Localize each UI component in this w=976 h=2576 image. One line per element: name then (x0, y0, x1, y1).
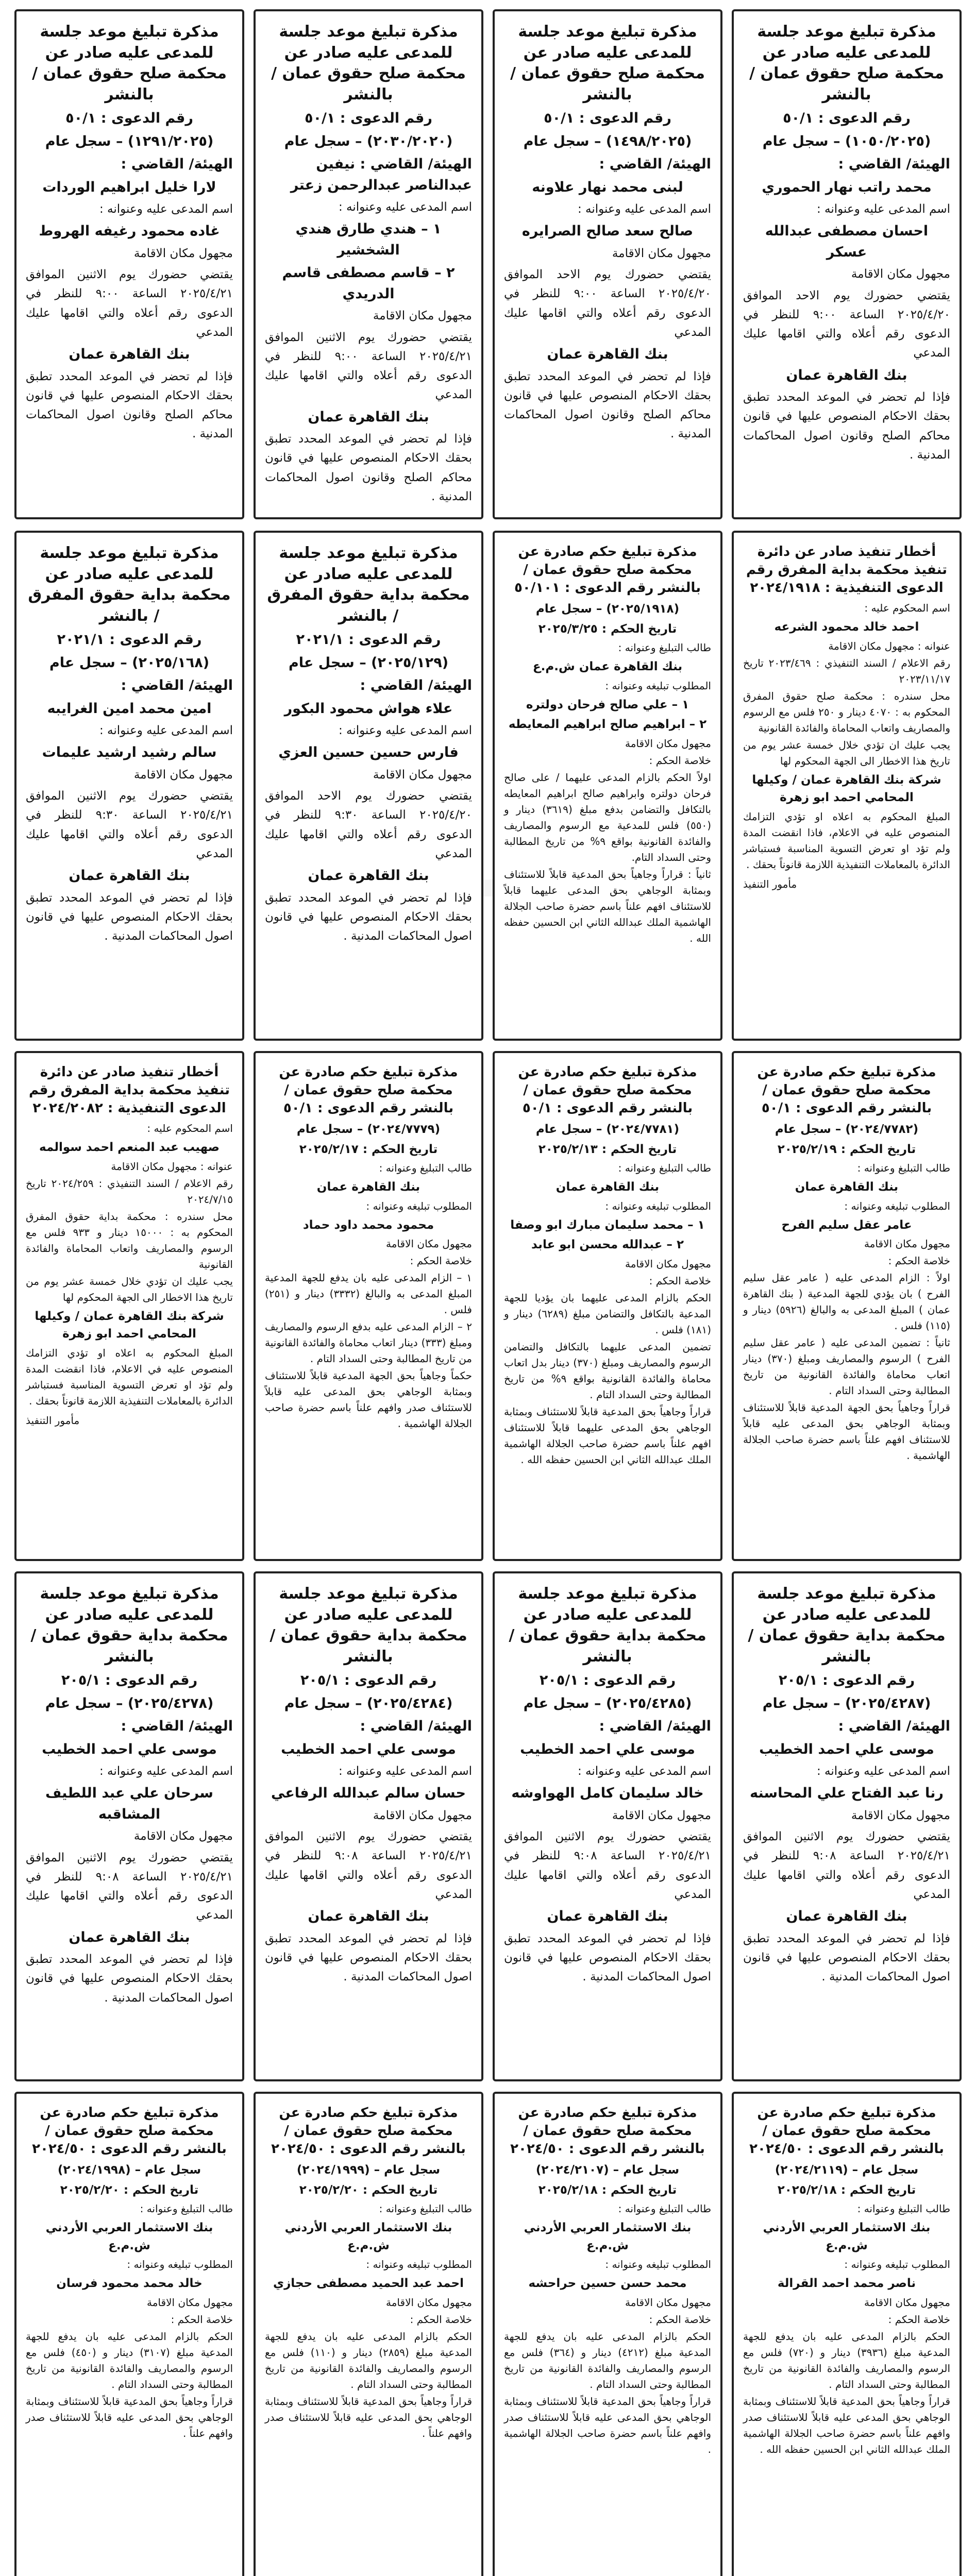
notice-line: مجهول مكان الاقامة (625, 1257, 711, 1270)
notice-line: بنك القاهرة عمان (69, 868, 190, 884)
notice-line: اسم المدعى عليه وعنوانه : (99, 1765, 233, 1778)
notice-line: فإذا لم تحضر في الموعد المحدد تطبق بحقك الاحكام المنصوص عليها في قانون اصول المحاكمات المدنية . (265, 1931, 472, 1984)
notice-line: الحكم بالزام المدعى عليه بان يدفع للجهة المدعية مبلغ (٣٩٣٦) دينار و (٧٢٠) فلس مع الرسوم والمصاريف والفائدة القانونية من تاريخ المطالبة وحتى السداد التام . (743, 2330, 950, 2391)
notice-line: (٢٠٢٥/١٩١٨) – سجل عام (535, 602, 680, 616)
notice-line: لبنى محمد نهار علاونه (532, 179, 683, 195)
notice-line: تاريخ الحكم : ٢٠٢٥/٢/١٩ (777, 1142, 916, 1156)
notice-line: مجهول مكان الاقامة (851, 267, 950, 281)
notice-line: مجهول مكان الاقامة (625, 737, 711, 750)
notice-title: مذكرة تبليغ حكم صادرة عن محكمة صلح حقوق عمان / بالنشر رقم الدعوى : ٢٠٢٤/٥٠ (510, 2105, 705, 2157)
notice-line: الهيئة/ القاضي : (360, 1718, 472, 1734)
court-notice (493, 2092, 722, 2576)
notice-line: طالب التبليغ وعنوانه : (379, 1162, 472, 1175)
notice-title: مذكرة تبليغ حكم صادرة عن محكمة صلح حقوق عمان / بالنشر رقم الدعوى : ٢٠٢٤/٥٠ (749, 2105, 944, 2157)
notice-line: ثانياً : تضمين المدعى عليه ( عامر عقل سليم الفرح ) الرسوم والمصاريف ومبلغ (٣٧٠) دينار اتعاب محاماة والفائدة القانونية من تاريخ المطالبة وحتى السداد التام . (743, 1336, 951, 1397)
notice-line: خلاصة الحكم : (171, 2313, 233, 2326)
notice-line: مجهول مكان الاقامة (373, 1808, 472, 1822)
court-notice (493, 1571, 722, 2081)
court-notice (732, 531, 962, 1041)
court-notice (254, 9, 483, 519)
notice-line: اسم المدعى عليه وعنوانه : (338, 200, 472, 214)
notice-title: مذكرة تبليغ حكم صادرة عن محكمة صلح حقوق عمان / بالنشر رقم الدعوى : ٢٠٢٤/٥٠ (271, 2105, 466, 2157)
notice-line: صالح سعد صالح الصرايره (521, 223, 694, 240)
court-notice (493, 1051, 722, 1561)
notice-line: غاده محمود رغيفه الهروط (39, 223, 220, 240)
notice-line: محل سندره : محكمة بداية حقوق المفرق المحكوم به : ١٥٠٠٠ دينار و ٩٣٣ فلس مع الرسوم والمصاريف واتعاب المحاماة والفائدة القانونية (26, 1210, 233, 1270)
notice-line: موسى علي احمد الخطيب (759, 1741, 934, 1757)
notice-line: بنك القاهرة عمان ش.م.ع (532, 660, 683, 674)
court-notice (14, 531, 244, 1041)
notice-line: فإذا لم تحضر في الموعد المحدد تطبق بحقك الاحكام المنصوص عليها في قانون اصول المحاكمات المدنية . (26, 891, 233, 943)
notice-line: رنا عبد الفتاح علي المحاسنه (750, 1785, 944, 1802)
notice-line: خلاصة الحكم : (888, 2313, 950, 2326)
notice-line: تضمين المدعى عليهما بالتكافل والتضامن الرسوم والمصاريف ومبلغ (٣٧٠) دينار بدل اتعاب محاماة والفائدة القانونية بواقع ٩% من تاريخ المطالبة وحتى السداد التام . (504, 1340, 711, 1401)
notice-line: الهيئة/ القاضي : (599, 1718, 711, 1734)
notice-line: خالد سليمان كامل الهواوشه (511, 1785, 704, 1802)
court-notice (14, 1051, 244, 1561)
notice-line: الحكم بالزام المدعى عليه بان يدفع للجهة المدعية مبلغ (٣١٠٧) دينار و (٤٥٠) فلس مع الرسوم والمصاريف والفائدة القانونية من تاريخ المطالبة وحتى السداد التام . (26, 2330, 233, 2391)
notice-title: مذكرة تبليغ حكم صادرة عن محكمة صلح حقوق عمان / بالنشر رقم الدعوى : ٥٠/١ (279, 1064, 458, 1116)
notice-line: المبلغ المحكوم به اعلاه او تؤدي التزامك المنصوص عليه في الاعلام، فاذا انقضت المدة ولم تؤد او تعرض التسوية المناسبة فستباشر الدائرة بالمعاملات التنفيذية اللازمة قانوناً بحقك . (26, 1346, 233, 1407)
notice-line: عنوانه : مجهول مكان الاقامة (828, 639, 950, 652)
notice-line: خلاصة الحكم : (649, 2313, 711, 2326)
court-notice (254, 531, 483, 1041)
notice-line: بنك القاهرة عمان (786, 1908, 907, 1924)
notice-line: شركة بنك القاهرة عمان / وكيلها المحامي احمد ابو زهرة (752, 773, 941, 805)
notice-line: مجهول مكان الاقامة (851, 1808, 950, 1822)
notice-line: اسم المدعى عليه وعنوانه : (816, 202, 950, 216)
notice-line: (٢٠٢٥/٤٢٧٨) – سجل عام (45, 1695, 214, 1711)
notice-line: رقم الدعوى : ٢٠٥/١ (61, 1672, 198, 1688)
notice-line: طالب التبليغ وعنوانه : (379, 2202, 472, 2215)
court-notice (254, 1571, 483, 2081)
notice-line: ١ – الزام المدعى عليه بان يدفع للجهة المدعية المبلغ المدعى به والبالغ (٣٣٣٢) دينار و (٢٥١) فلس . (265, 1272, 472, 1316)
notice-line: مجهول مكان الاقامة (612, 1808, 711, 1822)
notice-line: فإذا لم تحضر في الموعد المحدد تطبق بحقك الاحكام المنصوص عليها في قانون اصول المحاكمات المدنية . (743, 1931, 950, 1984)
notice-title: مذكرة تبليغ حكم صادرة عن محكمة صلح حقوق عمان / بالنشر رقم الدعوى : ٥٠/١ (757, 1064, 936, 1116)
notice-line: اولاً الحكم بالزام المدعى عليهما / على صالح فرحان دولتره وابراهيم صالح ابراهيم المعايطه بالتكافل والتضامن بدفع مبلغ (٣٦١٩) دينار و (٥٥٠) فلس للمدعية مع الرسوم والمصاريف والفائدة القانونية بواقع ٩% من تاريخ المطالبة وحتى السداد التام. (504, 771, 711, 863)
notice-line: طالب التبليغ وعنوانه : (140, 2202, 233, 2215)
notice-line: يقتضي حضورك يوم الاثنين الموافق ٢٠٢٥/٤/٢١ الساعة ٩:٠٨ للنظر في الدعوى رقم أعلاه والتي اقامها عليك المدعي (743, 1830, 950, 1901)
notice-line: بنك القاهرة عمان (547, 1908, 668, 1924)
notice-line: (٢٠٢٥/١٢٩) – سجل عام (288, 654, 449, 671)
notice-line: سجل عام – (٢٠٢٤/١٩٩٨) (57, 2163, 201, 2177)
notice-line: الهيئة/ القاضي : (121, 1718, 233, 1734)
notice-line: (١٢٩١/٢٠٢٥) – سجل عام (45, 133, 214, 149)
notice-line: خالد محمد محمود فرسان (56, 2277, 203, 2291)
notice-line: بنك الاستثمار العربي الأردني ش.م.ع (524, 2221, 692, 2252)
notice-line: رقم الدعوى : ٥٠/١ (305, 110, 432, 126)
notice-title: مذكرة تبليغ حكم صادرة عن محكمة صلح حقوق عمان / بالنشر رقم الدعوى : ٢٠٢٤/٥٠ (32, 2105, 227, 2157)
notice-line: طالب التبليغ وعنوانه : (618, 2202, 711, 2215)
notice-line: (٢٠٢٤/٧٧٧٩) – سجل عام (296, 1123, 441, 1137)
notice-line: بنك القاهرة عمان (308, 868, 429, 884)
notice-line: رقم الاعلام / السند التنفيذي : ٢٠٢٤/٢٥٩ تاريخ ٢٠٢٤/٧/١٥ (26, 1177, 233, 1206)
notice-line: (٢٠٣٠/٢٠٢٠) – سجل عام (284, 133, 453, 149)
notice-line: طالب التبليغ وعنوانه : (857, 1162, 950, 1175)
notice-line: محمود محمد داود حماد (302, 1218, 434, 1232)
notice-line: يقتضي حضورك يوم الاثنين الموافق ٢٠٢٥/٤/٢١ الساعة ٩:٠٠ للنظر في الدعوى رقم أعلاه والتي اقامها عليك المدعي (265, 330, 472, 402)
notice-line: الهيئة/ القاضي : (121, 156, 233, 172)
notice-line: خلاصة الحكم : (888, 1255, 950, 1267)
notice-line: (٢٠٢٥/٤٢٨٤) – سجل عام (284, 1695, 453, 1711)
notice-line: يقتضي حضورك يوم الاثنين الموافق ٢٠٢٥/٤/٢١ الساعة ٩:٣٠ للنظر في الدعوى رقم أعلاه والتي اقامها عليك المدعي (26, 789, 233, 860)
notice-line: المطلوب تبليغه وعنوانه : (605, 2258, 711, 2271)
notice-line: الهيئة/ القاضي : (838, 156, 950, 172)
notice-title: مذكرة تبليغ موعد جلسة للمدعى عليه صادر عن محكمة بداية حقوق عمان / بالنشر (30, 1585, 228, 1666)
notice-line: مجهول مكان الاقامة (385, 2296, 472, 2309)
notice-line: اسم المحكوم عليه : (864, 602, 950, 615)
notice-title: مذكرة تبليغ موعد جلسة للمدعى عليه صادر عن محكمة بداية حقوق المفرق / بالنشر (267, 544, 470, 625)
notice-line: المطلوب تبليغه وعنوانه : (844, 1199, 950, 1212)
notice-line: المطلوب تبليغه وعنوانه : (844, 2258, 950, 2271)
notice-line: مجهول مكان الاقامة (864, 2296, 950, 2309)
notice-line: ٢ – عبدالله محسن ابو عابد (531, 1238, 684, 1252)
notice-line: يقتضي حضورك يوم الاثنين الموافق ٢٠٢٥/٤/٢١ الساعة ٩:٠٨ للنظر في الدعوى رقم أعلاه والتي اقامها عليك المدعي (265, 1830, 472, 1901)
notice-line: بنك الاستثمار العربي الأردني ش.م.ع (45, 2221, 213, 2252)
notice-line: اولاً : الزام المدعى عليه ( عامر عقل سليم الفرح ) بان يؤدي للجهة المدعية ( بنك القاهرة عمان ) المبلغ المدعى به والبالغ (٥٩٢٦) دينار و (١١٥) فلس . (743, 1272, 951, 1332)
court-notice (732, 1051, 962, 1561)
notice-line: لارا خليل ابراهيم الوردات (42, 179, 216, 195)
notice-line: تاريخ الحكم : ٢٠٢٥/٢/١٨ (538, 2183, 677, 2197)
notice-line: قراراً وجاهياً بحق المدعية قابلاً للاستئناف وبمثابة الوجاهي بحق المدعى عليهما قابلاً للاستئناف افهم علناً باسم حضرة صاحب الجلالة الهاشمية الملك عبدالله الثاني ابن الحسين حفظه الله . (504, 1405, 711, 1466)
notice-title: مذكرة تبليغ حكم صادرة عن محكمة صلح حقوق عمان / بالنشر رقم الدعوى : ٥٠/١٠١ (514, 544, 701, 596)
court-notice (493, 9, 722, 519)
notice-line: محل سندره : محكمة صلح حقوق المفرق المحكوم به : ٤٠٧٠ دينار و ٢٥٠ فلس مع الرسوم والمصاريف واتعاب المحاماة والفائدة القانونية (743, 689, 950, 734)
notice-line: ١ – علي صالح فرحان دولتره (526, 698, 689, 711)
notice-line: يقتضي حضورك يوم الاحد الموافق ٢٠٢٥/٤/٢٠ الساعة ٩:٠٠ للنظر في الدعوى رقم أعلاه والتي اقامها عليك المدعي (504, 268, 711, 339)
notice-line: فإذا لم تحضر في الموعد المحدد تطبق بحقك الاحكام المنصوص عليها في قانون محاكم الصلح وقانون اصول المحاكمات المدنية . (265, 432, 472, 503)
notice-line: اسم المدعى عليه وعنوانه : (577, 202, 711, 216)
notice-title: مذكرة تبليغ موعد جلسة للمدعى عليه صادر عن محكمة بداية حقوق عمان / بالنشر (748, 1585, 946, 1666)
notice-line: مجهول مكان الاقامة (133, 246, 233, 260)
notice-line: (٢٠٢٤/٧٧٨١) – سجل عام (535, 1123, 680, 1137)
notice-line: مجهول مكان الاقامة (612, 246, 711, 260)
notice-line: يقتضي حضورك يوم الاثنين الموافق ٢٠٢٥/٤/٢١ الساعة ٩:٠٨ للنظر في الدعوى رقم أعلاه والتي اقامها عليك المدعي (26, 1851, 233, 1922)
notice-line: ٢ – الزام المدعى عليه بدفع الرسوم والمصاريف ومبلغ (٣٣٣) دينار اتعاب محاماة والفائدة القانونية من تاريخ المطالبة وحتى السداد التام . (265, 1320, 472, 1365)
notice-line: بنك الاستثمار العربي الأردني ش.م.ع (763, 2221, 931, 2252)
notice-line: الهيئة/ القاضي : (121, 677, 233, 693)
notice-line: يقتضي حضورك يوم الاثنين الموافق ٢٠٢٥/٤/٢١ الساعة ٩:٠٨ للنظر في الدعوى رقم أعلاه والتي اقامها عليك المدعي (504, 1830, 711, 1901)
notice-line: تاريخ الحكم : ٢٠٢٥/٢/٢٠ (299, 2183, 438, 2197)
notice-line: المطلوب تبليغه وعنوانه : (605, 679, 711, 692)
notice-line: ٢ – قاسم مصطفى قاسم الدريدي (282, 265, 455, 302)
notice-line: خلاصة الحكم : (410, 1255, 472, 1267)
notice-line: سجل عام – (٢٠٢٤/٢١١٩) (775, 2163, 919, 2177)
court-notice (732, 1571, 962, 2081)
notice-line: الحكم بالزام المدعى عليهما بان يؤديا للجهة المدعية بالتكافل والتضامن مبلغ (٦٢٨٩) دينار و (١٨١) فلس . (504, 1291, 711, 1336)
notice-line: الهيئة/ القاضي : نيفين عبدالناصر عبدالرحمن زعتر (290, 156, 472, 193)
notice-line: حسان سالم عبدالله الرفاعي (271, 1785, 466, 1802)
notice-line: بنك القاهرة عمان (316, 1180, 420, 1194)
notice-line: مجهول مكان الاقامة (373, 309, 472, 323)
notice-line: محمد راتب نهار الحموري (762, 179, 932, 195)
notice-line: رقم الدعوى : ٢٠٢١/١ (57, 632, 202, 648)
notice-line: خلاصة الحكم : (649, 1274, 711, 1287)
notice-line: رقم الدعوى : ٥٠/١ (783, 110, 911, 126)
notice-line: علاء هواش محمود البكور (284, 700, 453, 717)
notice-title: مذكرة تبليغ موعد جلسة للمدعى عليه صادر عن محكمة صلح حقوق عمان / بالنشر (32, 23, 227, 104)
notice-line: (٢٠٢٥/١٦٨) – سجل عام (49, 654, 210, 671)
notice-line: قراراً وجاهياً بحق المدعية قابلاً للاستئناف وبمثابة الوجاهي بحق المدعى عليه قابلاً للاستئناف صدر وافهم علناً باسم حضرة صاحب الجلالة الهاشمية . (504, 2395, 711, 2455)
notice-line: فإذا لم تحضر في الموعد المحدد تطبق بحقك الاحكام المنصوص عليها في قانون محاكم الصلح وقانون اصول المحاكمات المدنية . (26, 369, 233, 441)
notice-line: تاريخ الحكم : ٢٠٢٥/٢/٢٠ (60, 2183, 199, 2197)
notice-line: ٢ – ابراهيم صالح ابراهيم المعايطه (508, 718, 707, 732)
court-notice (254, 2092, 483, 2576)
notice-line: ناصر محمد احمد القرالة (777, 2277, 916, 2291)
notice-line: (٢٠٢٤/٧٧٨٢) – سجل عام (775, 1123, 919, 1137)
court-notice (14, 9, 244, 519)
notice-title: أخطار تنفيذ صادر عن دائرة تنفيذ محكمة بداية المفرق رقم الدعوى التنفيذية : ٢٠٢٤/١٩١٨ (746, 544, 947, 596)
notice-line: تاريخ الحكم : ٢٠٢٥/٢/١٨ (777, 2183, 916, 2197)
notice-line: طالب التبليغ وعنوانه : (857, 2202, 950, 2215)
notice-line: طالب التبليغ وعنوانه : (618, 1162, 711, 1175)
notice-line: اسم المحكوم عليه : (147, 1122, 233, 1135)
court-notice (732, 9, 962, 519)
notice-line: رقم الدعوى : ٥٠/١ (544, 110, 671, 126)
notice-row (14, 9, 962, 519)
notice-line: المطلوب تبليغه وعنوانه : (366, 2258, 472, 2271)
notice-line: موسى علي احمد الخطيب (281, 1741, 456, 1757)
notice-line: سجل عام – (٢٠٢٤/١٩٩٩) (296, 2163, 441, 2177)
notice-line: خلاصة الحكم : (649, 754, 711, 767)
notice-line: مجهول مكان الاقامة (133, 1829, 233, 1843)
notice-line: سرحان علي عبد اللطيف المشاقبه (45, 1785, 213, 1822)
court-notice (493, 531, 722, 1041)
court-notice (254, 1051, 483, 1561)
notice-line: مجهول مكان الاقامة (385, 1238, 472, 1250)
notice-line: فإذا لم تحضر في الموعد المحدد تطبق بحقك الاحكام المنصوص عليها في قانون محاكم الصلح وقانون اصول المحاكمات المدنية . (743, 391, 950, 462)
notice-line: رقم الدعوى : ٢٠٥/١ (300, 1672, 437, 1688)
notice-title: مذكرة تبليغ موعد جلسة للمدعى عليه صادر عن محكمة بداية حقوق المفرق / بالنشر (28, 544, 231, 625)
notice-line: ثانياً : قراراً وجاهياً بحق المدعية قابلاً للاستئناف وبمثابة الوجاهي بحق المدعى عليهما قابلاً للاستئناف افهم علناً باسم حضرة صاحب الجلالة الهاشمية الملك عبدالله الثاني ابن الحسين حفظه الله . (504, 868, 711, 944)
notice-line: موسى علي احمد الخطيب (520, 1741, 695, 1757)
notice-line: رقم الدعوى : ٥٠/١ (65, 110, 193, 126)
notice-line: ١ – هندي طارق هندي الشخشير (295, 221, 442, 258)
notice-line: حكماً وجاهياً بحق الجهة المدعية قابلاً للاستئناف وبمثابة الوجاهي بحق المدعى عليه قابلاً للاستئناف صدر وافهم علناً باسم حضرة صاحب الجلالة الهاشمية . (265, 1369, 472, 1430)
notice-line: مجهول مكان الاقامة (133, 768, 233, 782)
notice-line: بنك القاهرة عمان (69, 346, 190, 362)
notice-title: مذكرة تبليغ موعد جلسة للمدعى عليه صادر عن محكمة صلح حقوق عمان / بالنشر (749, 23, 944, 104)
notice-line: شركة بنك القاهرة عمان / وكيلها المحامي احمد ابو زهرة (35, 1309, 224, 1341)
notice-line: صهيب عبد المنعم احمد سوالمه (39, 1141, 220, 1155)
notice-line: (١٤٩٨/٢٠٢٥) – سجل عام (523, 133, 692, 149)
notice-line: بنك القاهرة عمان (547, 346, 668, 362)
notice-line: (١٠٥٠/٢٠٢٥) – سجل عام (762, 133, 931, 149)
notice-line: بنك القاهرة عمان (556, 1180, 660, 1194)
notice-line: عنوانه : مجهول مكان الاقامة (111, 1160, 233, 1173)
notice-row (14, 1571, 962, 2081)
notice-line: عامر عقل سليم الفرح (781, 1218, 912, 1232)
notice-title: مذكرة تبليغ موعد جلسة للمدعى عليه صادر عن محكمة بداية حقوق عمان / بالنشر (509, 1585, 706, 1666)
notice-line: مجهول مكان الاقامة (373, 768, 472, 782)
notice-line: فإذا لم تحضر في الموعد المحدد تطبق بحقك الاحكام المنصوص عليها في قانون محاكم الصلح وقانون اصول المحاكمات المدنية . (504, 369, 711, 441)
notice-row (14, 1051, 962, 1561)
court-notice (732, 2092, 962, 2576)
notice-line: احمد عبد الحميد مصطفى حجازي (273, 2277, 464, 2291)
notice-line: ١ – محمد سليمان مبارك ابو وصفا (510, 1218, 705, 1232)
notice-title: مذكرة تبليغ موعد جلسة للمدعى عليه صادر عن محكمة بداية حقوق عمان / بالنشر (270, 1585, 467, 1666)
notice-line: احمد خالد محمود الشرعه (774, 620, 919, 634)
notice-line: المبلغ المحكوم به اعلاه او تؤدي التزامك المنصوص عليه في الاعلام، فاذا انقضت المدة ولم تؤد او تعرض التسوية المناسبة فستباشر الدائرة بالمعاملات التنفيذية اللازمة قانوناً بحقك . (743, 810, 950, 871)
notice-line: مجهول مكان الاقامة (146, 2296, 233, 2309)
court-notice (14, 1571, 244, 2081)
notice-line: رقم الاعلام / السند التنفيذي : ٢٠٢٣/٤٦٩ تاريخ ٢٠٢٣/١١/١٧ (743, 656, 950, 685)
notice-line: المطلوب تبليغه وعنوانه : (127, 2258, 233, 2271)
notice-line: سالم رشيد ارشيد عليمات (42, 744, 217, 761)
notice-line: موسى علي احمد الخطيب (42, 1741, 217, 1757)
notice-line: بنك الاستثمار العربي الأردني ش.م.ع (284, 2221, 452, 2252)
notice-line: بنك القاهرة عمان (308, 1908, 429, 1924)
notice-title: مذكرة تبليغ موعد جلسة للمدعى عليه صادر عن محكمة صلح حقوق عمان / بالنشر (271, 23, 466, 104)
notice-line: بنك القاهرة عمان (786, 367, 907, 383)
notice-title: أخطار تنفيذ صادر عن دائرة تنفيذ محكمة بداية المفرق رقم الدعوى التنفيذية : ٢٠٢٤/٢٠٨٢ (29, 1064, 230, 1116)
notice-line: اسم المدعى عليه وعنوانه : (338, 724, 472, 737)
notice-line: فارس حسين حسين العزي (278, 744, 459, 761)
notice-line: فإذا لم تحضر في الموعد المحدد تطبق بحقك الاحكام المنصوص عليها في قانون اصول المحاكمات المدنية . (26, 1953, 233, 2005)
notice-line: (٢٠٢٥/٤٢٨٥) – سجل عام (523, 1695, 692, 1711)
notice-line: فإذا لم تحضر في الموعد المحدد تطبق بحقك الاحكام المنصوص عليها في قانون اصول المحاكمات المدنية . (265, 891, 472, 943)
notice-line: يجب عليك ان تؤدي خلال خمسة عشر يوم من تاريخ هذا الاخطار الى الجهة المحكوم لها (26, 1275, 233, 1303)
notice-line: الحكم بالزام المدعى عليه بان يدفع للجهة المدعية مبلغ (٤٢١٢) دينار و (٣٦٤) فلس مع الرسوم والمصاريف والفائدة القانونية من تاريخ المطالبة وحتى السداد التام . (504, 2330, 711, 2391)
notice-line: محمد حسن حسين حراحشه (528, 2277, 687, 2291)
notice-line: (٢٠٢٥/٤٢٨٧) – سجل عام (762, 1695, 931, 1711)
notice-line: بنك القاهرة عمان (308, 409, 429, 425)
notice-line: اسم المدعى عليه وعنوانه : (338, 1765, 472, 1778)
notice-line: المطلوب تبليغه وعنوانه : (366, 1199, 472, 1212)
notice-row (14, 531, 962, 1041)
notice-line: يقتضي حضورك يوم الاثنين الموافق ٢٠٢٥/٤/٢١ الساعة ٩:٠٠ للنظر في الدعوى رقم أعلاه والتي اقامها عليك المدعي (26, 268, 233, 339)
notice-line: يقتضي حضورك يوم الاحد الموافق ٢٠٢٥/٤/٢٠ الساعة ٩:٣٠ للنظر في الدعوى رقم أعلاه والتي اقامها عليك المدعي (265, 789, 472, 860)
notice-line: تاريخ الحكم : ٢٠٢٥/٢/١٣ (538, 1142, 677, 1156)
notice-line: تاريخ الحكم : ٢٠٢٥/٣/٢٥ (538, 622, 677, 636)
notice-line: مجهول مكان الاقامة (625, 2296, 711, 2309)
notice-line: تاريخ الحكم : ٢٠٢٥/٢/١٧ (299, 1142, 438, 1156)
notice-title: مذكرة تبليغ موعد جلسة للمدعى عليه صادر عن محكمة صلح حقوق عمان / بالنشر (510, 23, 705, 104)
notice-line: سجل عام – (٢٠٢٤/٢١٠٧) (535, 2163, 680, 2177)
notice-line: خلاصة الحكم : (410, 2313, 472, 2326)
notice-line: يجب عليك ان تؤدي خلال خمسة عشر يوم من تاريخ هذا الاخطار الى الجهة المحكوم لها (743, 738, 950, 767)
notice-line: المطلوب تبليغه وعنوانه : (605, 1199, 711, 1212)
notice-line: بنك القاهرة عمان (69, 1929, 190, 1945)
notice-line: الهيئة/ القاضي : (599, 156, 711, 172)
notice-line: اسم المدعى عليه وعنوانه : (99, 202, 233, 216)
notice-line: يقتضي حضورك يوم الاحد الموافق ٢٠٢٥/٤/٢٠ الساعة ٩:٠٠ للنظر في الدعوى رقم أعلاه والتي اقامها عليك المدعي (743, 289, 950, 360)
notice-line: احسان مصطفى عبدالله عسكر (765, 223, 929, 260)
notice-line: الهيئة/ القاضي : (360, 677, 472, 693)
notice-line: رقم الدعوى : ٢٠٥/١ (778, 1672, 915, 1688)
notice-line: قراراً وجاهياً بحق الجهة المدعية قابلاً للاستئناف وبمثابة الوجاهي بحق المدعى عليه قابلاً للاستئناف افهم علناً باسم حضرة صاحب الجلالة الهاشمية . (743, 1401, 950, 1462)
notice-line: اسم المدعى عليه وعنوانه : (99, 724, 233, 737)
notice-line: رقم الدعوى : ٢٠٢١/١ (296, 632, 441, 648)
notice-row (14, 2092, 962, 2576)
notice-line: قراراً وجاهياً بحق المدعية قابلاً للاستئناف وبمثابة الوجاهي بحق المدعى عليه قابلاً للاستئناف صدر وافهم علناً . (265, 2395, 472, 2439)
notice-line: بنك القاهرة عمان (795, 1180, 899, 1194)
notice-line: طالب التبليغ وعنوانه : (618, 641, 711, 654)
notice-line: مجهول مكان الاقامة (864, 1238, 950, 1250)
notice-line: قراراً وجاهياً بحق المدعية قابلاً للاستئناف وبمثابة الوجاهي بحق المدعى عليه قابلاً للاستئناف صدر وافهم علناً . (26, 2395, 233, 2439)
notice-line: قراراً وجاهياً بحق المدعية قابلاً للاستئناف وبمثابة الوجاهي بحق المدعى عليه قابلاً للاستئناف صدر وافهم علناً باسم حضرة صاحب الجلالة الهاشمية الملك عبدالله الثاني ابن الحسين حفظه الله . (743, 2395, 950, 2455)
court-notice (14, 2092, 244, 2576)
notice-line: فإذا لم تحضر في الموعد المحدد تطبق بحقك الاحكام المنصوص عليها في قانون اصول المحاكمات المدنية . (504, 1931, 711, 1984)
notice-line: اسم المدعى عليه وعنوانه : (577, 1765, 711, 1778)
notice-line: الحكم بالزام المدعى عليه بان يدفع للجهة المدعية مبلغ (٢٨٥٩) دينار و (١١٠) فلس مع الرسوم والمصاريف والفائدة القانونية من تاريخ المطالبة وحتى السداد التام . (265, 2330, 472, 2391)
notice-line: رقم الدعوى : ٢٠٥/١ (539, 1672, 676, 1688)
notice-line: الهيئة/ القاضي : (838, 1718, 950, 1734)
notice-line: اسم المدعى عليه وعنوانه : (816, 1765, 950, 1778)
notice-title: مذكرة تبليغ حكم صادرة عن محكمة صلح حقوق عمان / بالنشر رقم الدعوى : ٥٠/١ (518, 1064, 697, 1116)
notice-line: امين محمد امين الغرايبه (47, 700, 212, 717)
notice-line: مأمور التنفيذ (26, 1414, 80, 1427)
notice-line: مأمور التنفيذ (743, 877, 797, 890)
